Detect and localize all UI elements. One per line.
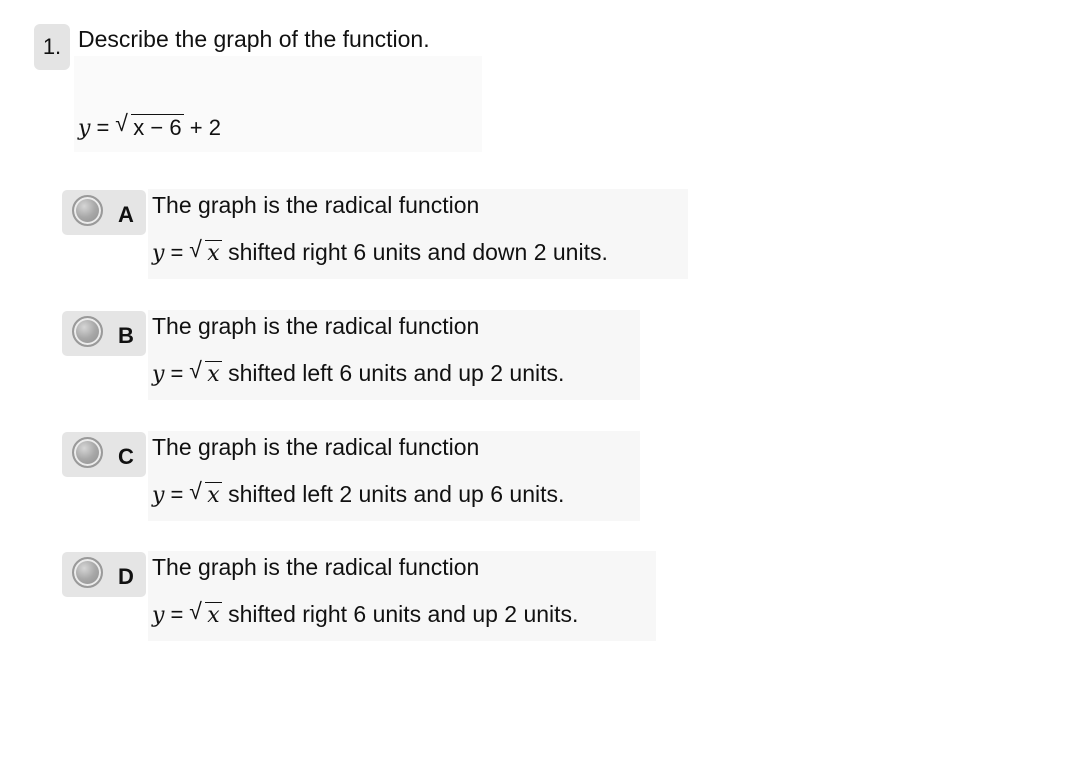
choice-b-line2 [152, 357, 565, 387]
choice-b-radicand: x [207, 362, 220, 387]
sqrt-symbol: √ x [189, 478, 220, 508]
choice-b[interactable] [62, 310, 642, 410]
choice-c-line1: The graph is the radical function [152, 434, 480, 460]
question-equation [78, 110, 221, 141]
radio-icon[interactable] [72, 195, 103, 226]
choice-a-radio-pad[interactable] [62, 190, 146, 235]
choice-d-line2 [152, 598, 579, 628]
sqrt-symbol: √ x [189, 598, 220, 628]
choice-c-radicand: x [207, 483, 220, 508]
radio-icon[interactable] [72, 557, 103, 588]
choice-d[interactable] [62, 551, 662, 651]
choice-c-description: shifted left 2 units and up 6 units. [228, 481, 565, 507]
sqrt-symbol: √ x − 6 [115, 110, 182, 140]
question-prompt: Describe the graph of the function. [78, 26, 430, 52]
choice-d-lhs: y [152, 603, 165, 628]
choice-b-radio-pad[interactable] [62, 311, 146, 356]
choice-a-radicand: x [207, 241, 220, 266]
choice-a-equals: = [170, 240, 184, 265]
choice-d-equals: = [170, 602, 184, 627]
choice-a-description: shifted right 6 units and down 2 units. [228, 239, 608, 265]
equation-lhs: y [78, 116, 91, 141]
radio-icon[interactable] [72, 316, 103, 347]
choice-a[interactable] [62, 189, 692, 289]
equation-tail: + 2 [189, 115, 221, 140]
choice-c[interactable] [62, 431, 642, 531]
choice-d-description: shifted right 6 units and up 2 units. [228, 601, 579, 627]
equation-radicand: x − 6 [133, 115, 182, 140]
choice-b-letter: B [118, 323, 134, 348]
choice-b-line1: The graph is the radical function [152, 313, 480, 339]
choice-a-letter: A [118, 202, 134, 227]
choice-c-lhs: y [152, 483, 165, 508]
sqrt-symbol: √ x [189, 357, 220, 387]
choice-d-letter: D [118, 564, 134, 589]
choice-a-line1: The graph is the radical function [152, 192, 480, 218]
sqrt-symbol: √ x [189, 236, 220, 266]
equation-equals: = [96, 115, 110, 140]
question-number: 1. [34, 24, 70, 70]
choice-c-equals: = [170, 482, 184, 507]
choice-d-line1: The graph is the radical function [152, 554, 480, 580]
choice-b-description: shifted left 6 units and up 2 units. [228, 360, 565, 386]
choice-c-line2 [152, 478, 565, 508]
radio-icon[interactable] [72, 437, 103, 468]
choice-c-letter: C [118, 444, 134, 469]
choice-b-lhs: y [152, 362, 165, 387]
choice-d-radicand: x [207, 603, 220, 628]
choice-c-radio-pad[interactable] [62, 432, 146, 477]
choice-d-radio-pad[interactable] [62, 552, 146, 597]
choice-a-line2 [152, 236, 608, 266]
choice-b-equals: = [170, 361, 184, 386]
choice-a-lhs: y [152, 241, 165, 266]
